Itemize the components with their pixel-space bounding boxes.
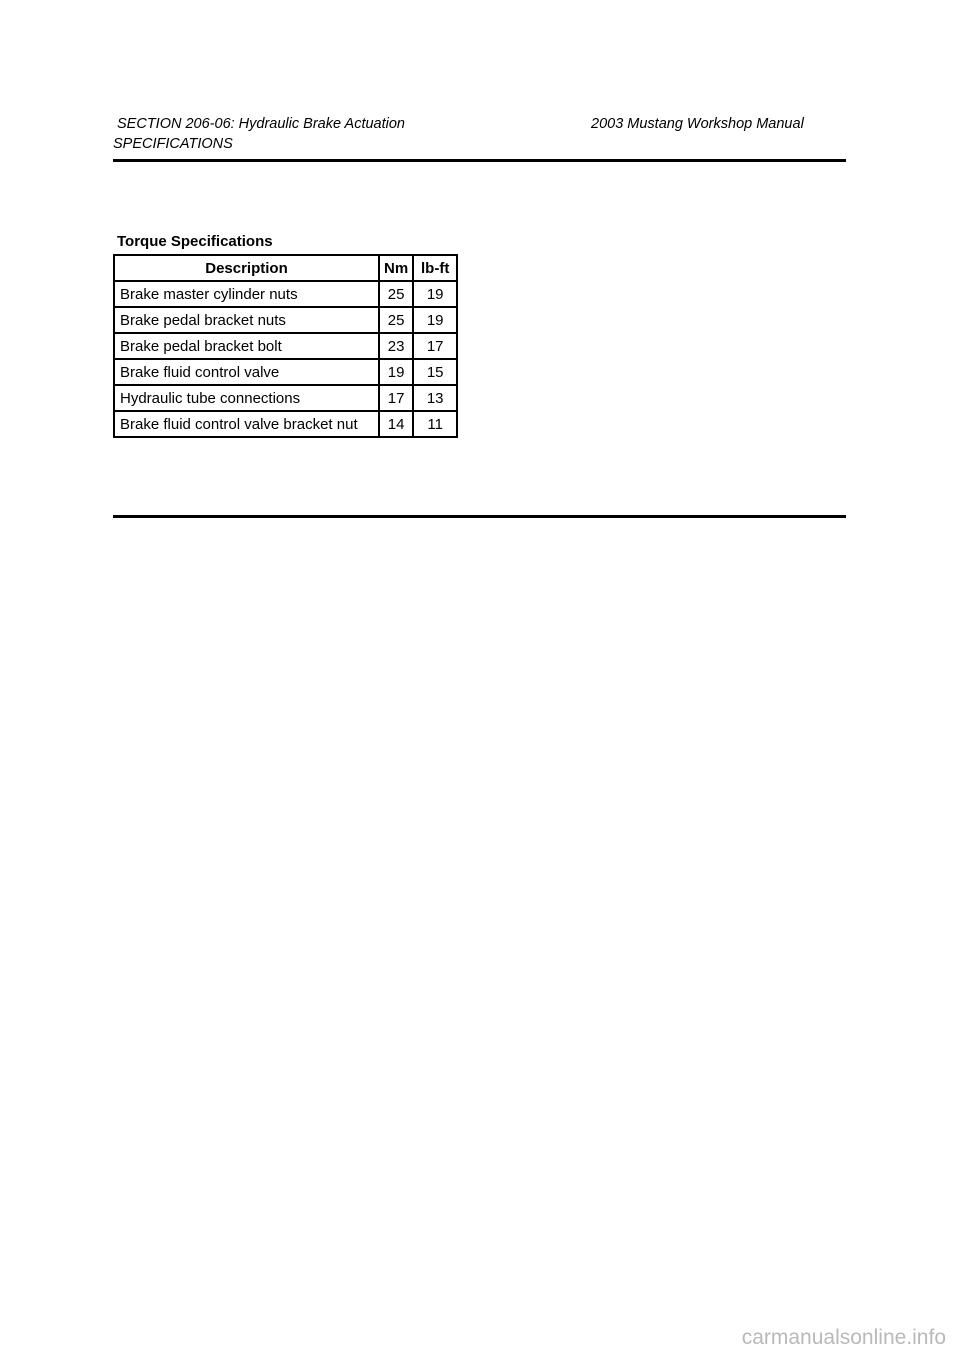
cell-nm: 25 (379, 281, 413, 307)
column-header-description: Description (114, 255, 379, 281)
cell-description: Brake fluid control valve bracket nut (114, 411, 379, 437)
cell-nm: 14 (379, 411, 413, 437)
table-header-row (114, 255, 457, 281)
table-row (114, 307, 457, 333)
column-header-nm: Nm (379, 255, 413, 281)
table-row (114, 281, 457, 307)
cell-lbft: 11 (413, 411, 457, 437)
cell-description: Brake master cylinder nuts (114, 281, 379, 307)
table-row (114, 411, 457, 437)
table-row (114, 359, 457, 385)
cell-nm: 23 (379, 333, 413, 359)
cell-lbft: 17 (413, 333, 457, 359)
cell-description: Hydraulic tube connections (114, 385, 379, 411)
cell-lbft: 19 (413, 281, 457, 307)
table-title: Torque Specifications (117, 233, 273, 250)
cell-description: Brake pedal bracket bolt (114, 333, 379, 359)
cell-lbft: 19 (413, 307, 457, 333)
header-subsection: SPECIFICATIONS (113, 136, 233, 152)
cell-description: Brake fluid control valve (114, 359, 379, 385)
cell-nm: 19 (379, 359, 413, 385)
header-section-title: SECTION 206-06: Hydraulic Brake Actuation (117, 116, 405, 132)
header-manual-title: 2003 Mustang Workshop Manual (591, 116, 804, 132)
cell-lbft: 15 (413, 359, 457, 385)
cell-nm: 17 (379, 385, 413, 411)
table-row (114, 333, 457, 359)
cell-lbft: 13 (413, 385, 457, 411)
column-header-lbft: lb-ft (413, 255, 457, 281)
torque-spec-table (113, 254, 458, 438)
watermark: carmanualsonline.info (741, 1326, 946, 1349)
table-row (114, 385, 457, 411)
cell-description: Brake pedal bracket nuts (114, 307, 379, 333)
header-divider (113, 159, 846, 162)
cell-nm: 25 (379, 307, 413, 333)
footer-divider (113, 515, 846, 518)
